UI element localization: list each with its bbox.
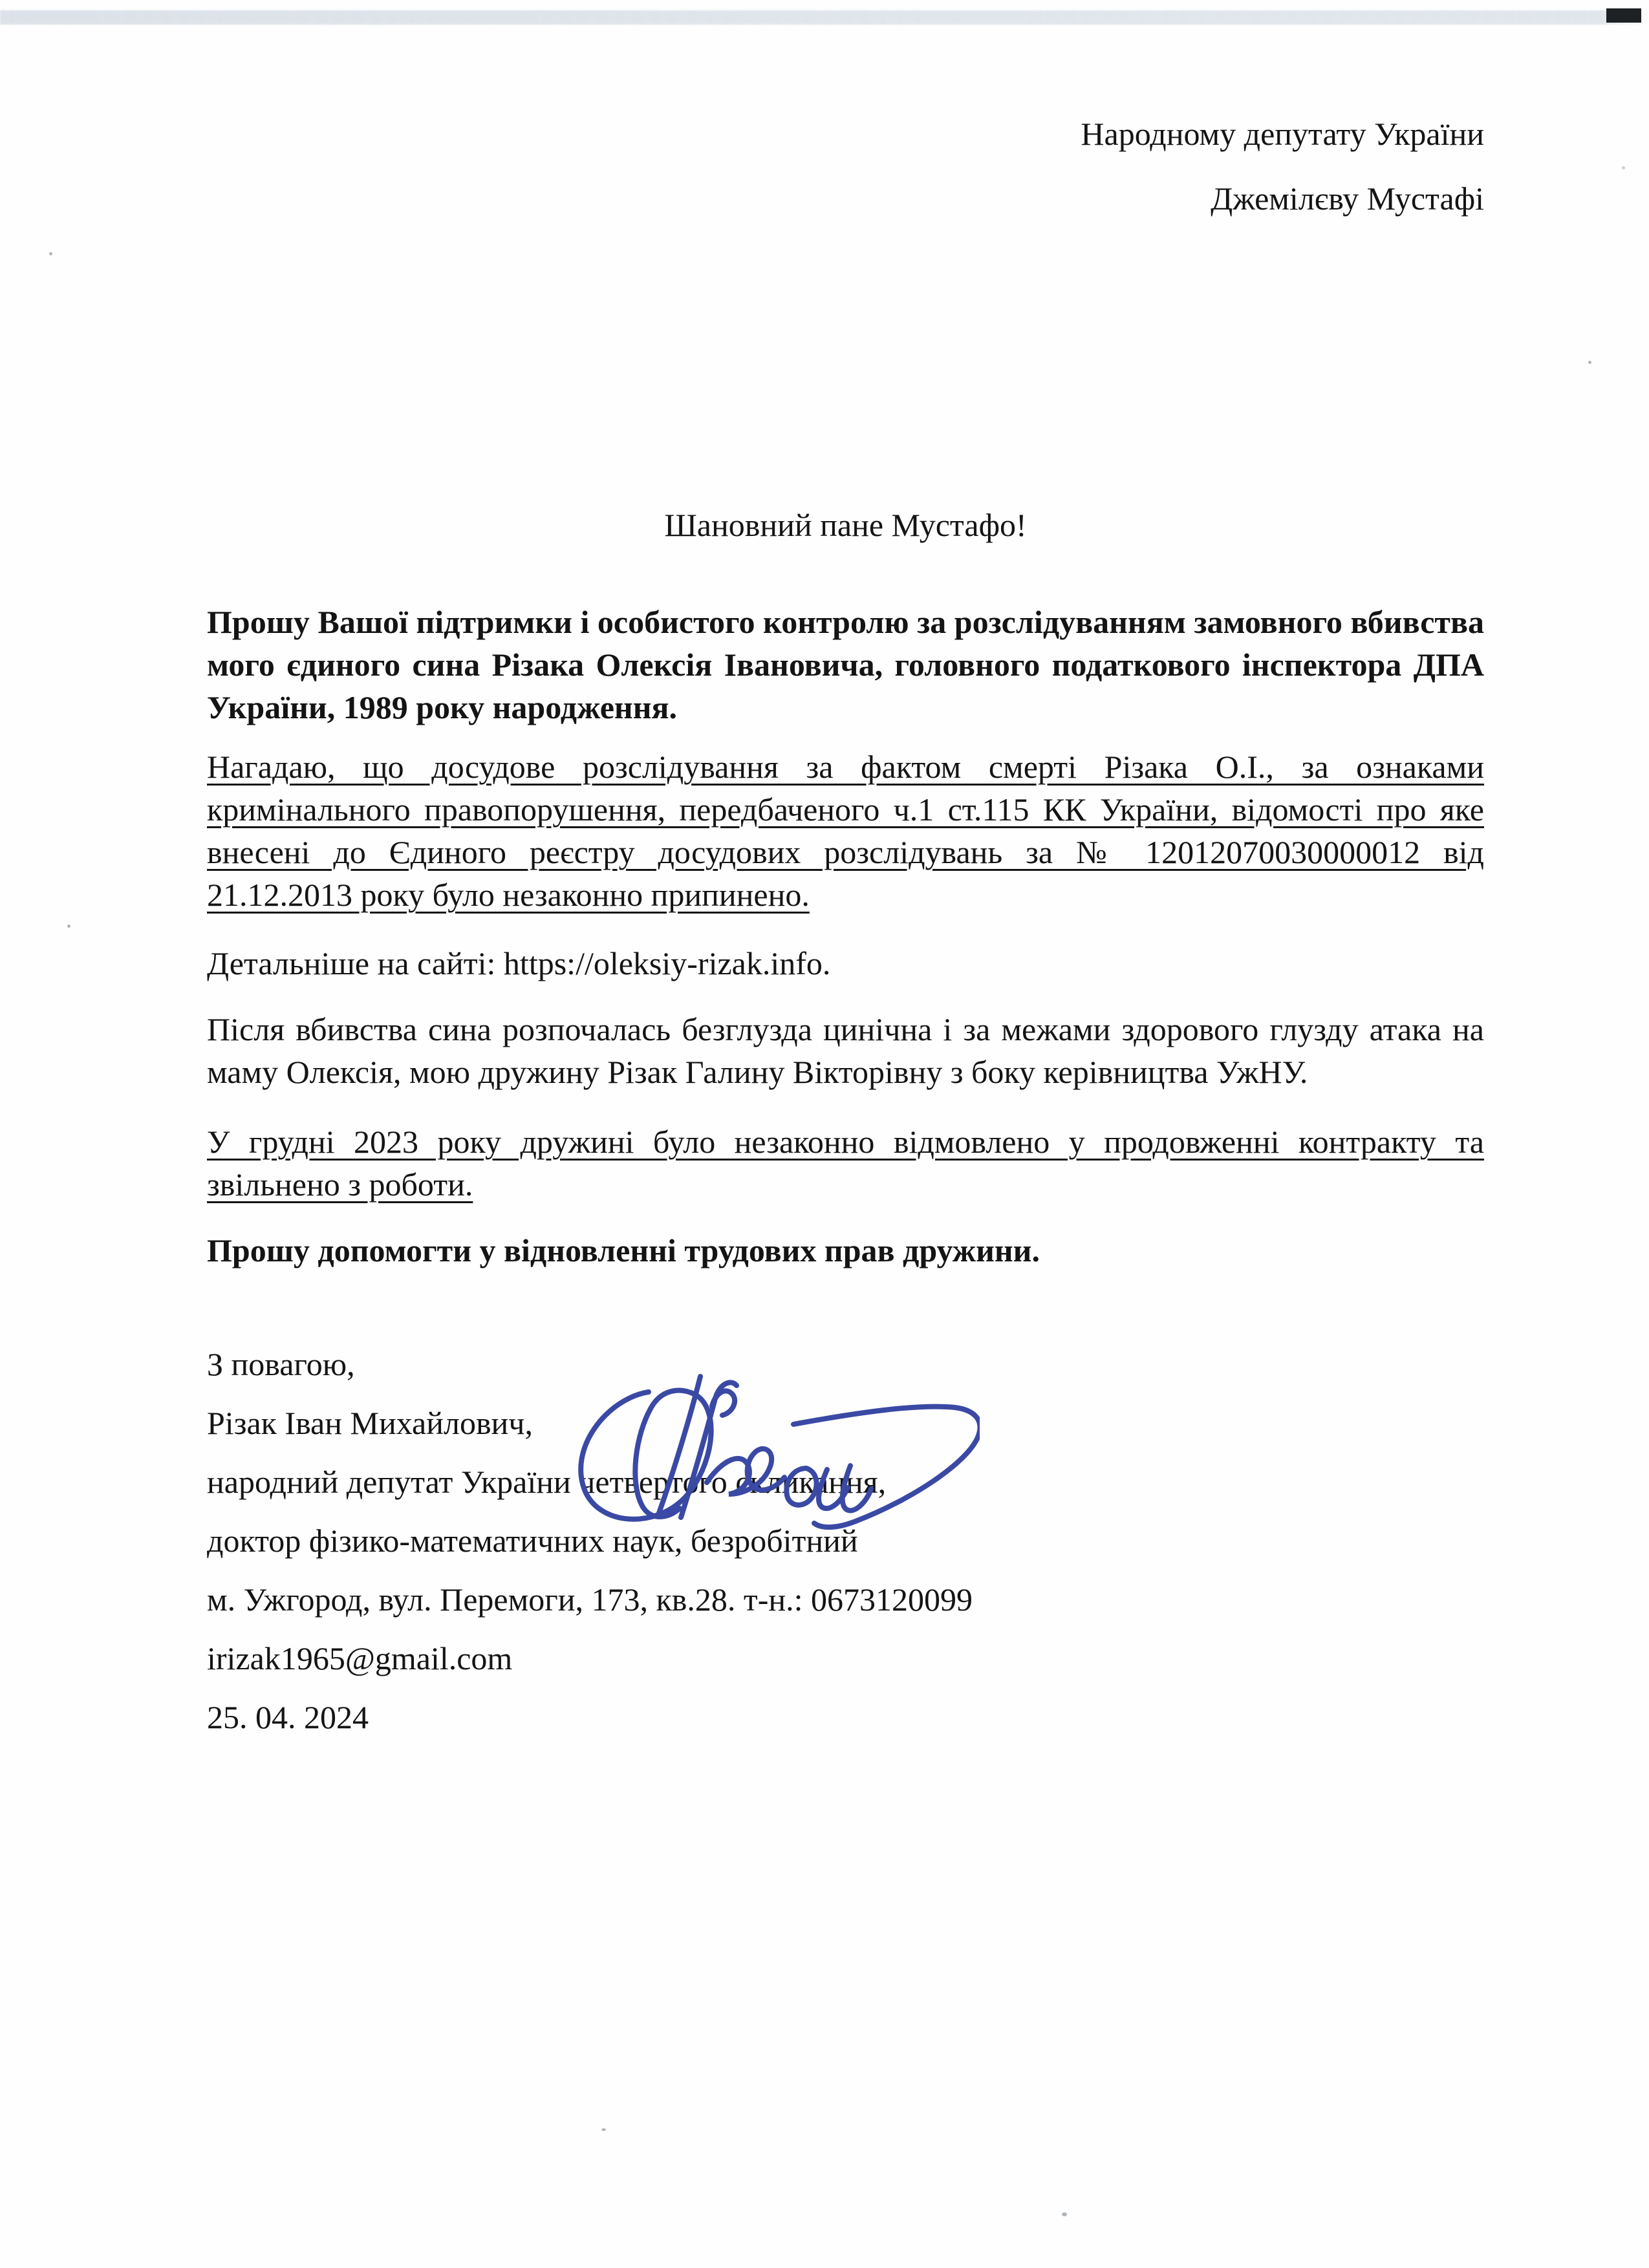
signoff-title-deputy: народний депутат України четвертого скликання, bbox=[207, 1464, 887, 1500]
recipient-line-1: Народному депутату України bbox=[1081, 116, 1484, 152]
scan-speck bbox=[49, 252, 52, 255]
paragraph-request-support: Прошу Вашої підтримки і особистого контролю за розслідуванням замовного вбивства мого єдиного сина Різака Олексія Івановича, головного податкового інспектора ДПА України, 1989 року народження. bbox=[207, 604, 1484, 725]
scan-speck bbox=[1062, 2212, 1067, 2216]
scan-speck bbox=[601, 2128, 606, 2131]
letter-body bbox=[207, 601, 1484, 1272]
paragraph-contract-terminated: У грудні 2023 року дружині було незаконно відмовлено у продовженні контракту та звільнено з роботи. bbox=[207, 1124, 1484, 1203]
paragraph-investigation-closed: Нагадаю, що досудове розслідування за фактом смерті Різака О.І., за ознаками кримінального правопорушення, передбаченого ч.1 ст.115 КК України, відомості про яке внесені до Єдиного реєстру досудових розслідувань за № 12012070030000012 від 21.12.2013 року було незаконно припинено. bbox=[207, 749, 1484, 913]
scan-speck bbox=[67, 925, 70, 928]
recipient-block bbox=[207, 118, 1484, 215]
scan-speck bbox=[1622, 166, 1625, 169]
scan-corner-mark bbox=[1606, 8, 1641, 23]
signoff-title-doctor: доктор фізико-математичних наук, безробітний bbox=[207, 1523, 858, 1559]
signoff-date: 25. 04. 2024 bbox=[207, 1699, 369, 1735]
salutation: Шановний пане Мустафо! bbox=[664, 507, 1027, 543]
paragraph-website: Детальніше на сайті: https://oleksiy-rizak.info. bbox=[207, 945, 831, 981]
signoff-regards: З повагою, bbox=[207, 1346, 355, 1382]
recipient-line-2: Джемілєву Мустафі bbox=[1211, 180, 1484, 217]
signoff-name: Різак Іван Михайлович, bbox=[207, 1405, 533, 1441]
signoff-email: irizak1965@gmail.com bbox=[207, 1640, 513, 1676]
paragraph-request-help: Прошу допомогти у відновленні трудових прав дружини. bbox=[207, 1232, 1040, 1268]
handwritten-signature bbox=[553, 1367, 980, 1532]
signoff-address-phone: м. Ужгород, вул. Перемоги, 173, кв.28. т-н.: 0673120099 bbox=[207, 1581, 973, 1618]
scan-speck bbox=[1588, 361, 1591, 364]
paragraph-attack-on-wife: Після вбивства сина розпочалась безглузда цинічна і за межами здорового глузду атака на маму Олексія, мою дружину Різак Галину Вікторівну з боку керівництва УжНУ. bbox=[207, 1011, 1484, 1090]
